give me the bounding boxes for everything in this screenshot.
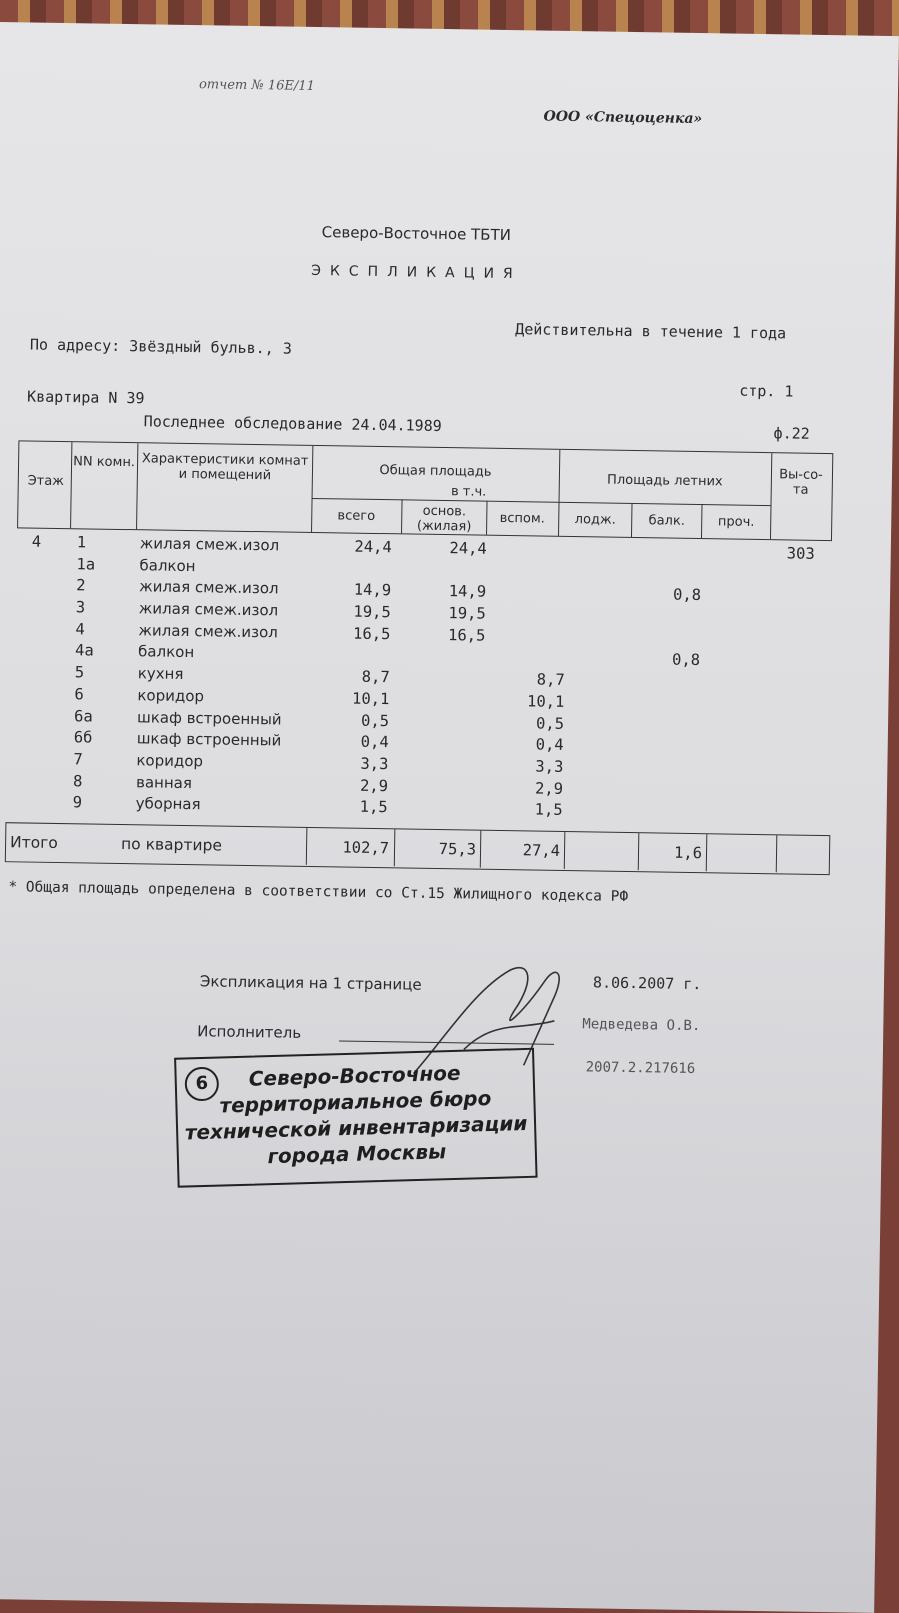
totals-label: Итого (9, 833, 58, 853)
cell-area-aux: 3,3 (535, 757, 564, 776)
totals-all: 102,7 (342, 838, 390, 858)
performer-name: Медведева О.В. (582, 1016, 701, 1035)
document-code: 2007.2.217616 (585, 1059, 696, 1078)
document-sheet (0, 22, 899, 1613)
table-header (17, 440, 833, 541)
cell-room-name: балкон (139, 555, 196, 575)
cell-balcony (660, 673, 700, 674)
validity-note: Действительна в течение 1 года (515, 320, 787, 343)
cell-balcony (658, 803, 698, 804)
stamp-line-1: Северо-Восточное (248, 1060, 461, 1091)
cell-area-aux: 10,1 (526, 692, 565, 711)
cell-balcony (660, 694, 700, 695)
header-all: всего (337, 508, 376, 524)
cell-room-number: 8 (72, 771, 83, 790)
cell-area-main: 19,5 (448, 604, 486, 623)
cell-room-name: коридор (137, 686, 205, 706)
cell-balcony (659, 716, 699, 717)
cell-area-aux (496, 583, 566, 584)
totals-row (5, 822, 831, 875)
issue-date: 8.06.2007 г. (592, 973, 702, 994)
page-number: стр. 1 (739, 381, 794, 401)
organization-name: ООО «Спецоценка» (543, 108, 703, 128)
cell-room-number: 9 (72, 793, 83, 812)
table-body (18, 532, 822, 826)
cell-area-main (409, 734, 484, 735)
header-floor: Этаж (27, 473, 65, 490)
header-balcony: балк. (648, 513, 685, 529)
header-summer-area: Площадь летних (606, 472, 723, 490)
cell-balcony: 0,8 (671, 651, 701, 670)
flat-number: Квартира N 39 (26, 387, 145, 408)
cell-room-name: шкаф встроенный (136, 707, 282, 729)
cell-area-aux: 0,4 (535, 735, 564, 755)
stamp-line-2: территориальное бюро (219, 1085, 492, 1118)
totals-scope: по квартире (120, 835, 223, 855)
cell-balcony (661, 608, 701, 609)
report-number: отчет № 16Е/11 (198, 77, 315, 94)
stamp-number: 6 (184, 1067, 219, 1102)
cell-area-aux (497, 562, 567, 563)
cell-area-main: 24,4 (449, 539, 487, 558)
cell-room-number: 4 (75, 620, 85, 639)
cell-area-total: 16,5 (352, 624, 391, 643)
cell-area-main (410, 690, 485, 691)
cell-room-name: ванная (135, 772, 193, 792)
cell-area-total: 2,9 (359, 776, 389, 795)
cell-area-total: 19,5 (353, 602, 391, 622)
bti-name: Северо-Восточное ТБТИ (321, 223, 512, 245)
header-characteristics: Характеристики комнат и помещений (141, 451, 309, 484)
cell-floor: 4 (31, 532, 42, 551)
header-loggia: лодж. (574, 512, 616, 528)
cell-area-total: 14,9 (353, 581, 392, 600)
cell-room-name: шкаф встроенный (136, 729, 282, 750)
cell-room-name: жилая смеж.изол (138, 621, 278, 642)
cell-area-aux: 1,5 (534, 800, 563, 820)
page-count-note: Экспликация на 1 странице (199, 972, 422, 994)
cell-balcony (661, 629, 701, 630)
document-title: ЭКСПЛИКАЦИЯ (311, 262, 522, 283)
address-line: По адресу: Звёздный бульв., 3 (29, 335, 292, 358)
totals-main: 75,3 (438, 839, 477, 859)
cell-area-aux (495, 648, 565, 649)
cell-room-name: уборная (135, 794, 201, 814)
cell-balcony (659, 759, 699, 760)
cell-area-main (410, 669, 485, 670)
cell-area-aux: 8,7 (536, 670, 565, 690)
cell-area-total: 24,4 (354, 537, 392, 557)
cell-area-main (408, 799, 483, 800)
cell-area-total: 3,3 (360, 754, 389, 774)
cell-area-total (322, 559, 392, 560)
cell-room-number: 7 (73, 750, 83, 769)
cell-room-number: 6б (73, 728, 93, 747)
cell-area-aux (497, 540, 567, 541)
cell-room-number: 6а (73, 706, 93, 726)
form-code: ф.22 (773, 424, 810, 443)
cell-area-aux (496, 627, 566, 628)
bti-stamp (174, 1048, 537, 1188)
cell-area-total: 0,4 (360, 732, 389, 752)
cell-room-number: 1а (76, 554, 96, 574)
cell-room-number: 3 (75, 598, 86, 617)
cell-balcony: 0,8 (672, 586, 702, 605)
cell-room-name: жилая смеж.изол (138, 599, 279, 620)
cell-area-total: 0,5 (360, 711, 390, 730)
cell-room-name: кухня (137, 664, 184, 684)
cell-balcony (659, 738, 699, 739)
performer-label: Исполнитель (197, 1022, 302, 1042)
cell-area-total: 8,7 (361, 667, 390, 687)
cell-room-name: жилая смеж.изол (139, 577, 279, 598)
cell-area-total: 1,5 (359, 797, 388, 817)
cell-room-name: жилая смеж.изол (139, 534, 280, 555)
stamp-line-4: города Москвы (267, 1139, 447, 1169)
cell-room-number: 1 (76, 533, 87, 552)
cell-room-number: 5 (74, 663, 85, 682)
cell-room-number: 2 (76, 576, 86, 595)
cell-balcony (662, 564, 702, 565)
cell-area-aux: 2,9 (534, 779, 564, 798)
cell-height: 303 (786, 544, 815, 563)
cell-room-number: 6 (74, 685, 84, 704)
header-including: в т.ч. (450, 484, 487, 500)
cell-room-number: 4а (74, 641, 94, 660)
cell-area-main (409, 712, 484, 713)
cell-balcony (658, 781, 698, 782)
last-survey: Последнее обследование 24.04.1989 (143, 412, 442, 435)
footnote: * Общая площадь определена в соответствии со Ст.15 Жилищного кодекса РФ (8, 879, 629, 905)
cell-balcony (662, 542, 702, 543)
cell-area-main: 16,5 (447, 625, 486, 645)
cell-area-aux (496, 605, 566, 606)
header-aux: вспом. (499, 510, 545, 527)
header-total-area: Общая площадь (379, 463, 492, 480)
cell-area-main: 14,9 (448, 582, 487, 602)
totals-aux: 27,4 (522, 841, 561, 860)
totals-balcony: 1,6 (673, 843, 703, 863)
cell-room-name: коридор (136, 751, 204, 771)
cell-area-total (320, 646, 390, 647)
cell-area-main (409, 755, 484, 756)
stamp-line-3: технической инвентаризации (184, 1110, 528, 1145)
cell-area-main (408, 777, 483, 778)
cell-area-main (412, 560, 487, 561)
header-other: проч. (717, 514, 755, 530)
cell-room-name: балкон (137, 642, 195, 662)
cell-area-aux: 0,5 (535, 714, 565, 733)
header-room-number: NN комн. (73, 454, 136, 471)
cell-area-main (410, 647, 485, 648)
header-height: Вы-со-та (779, 467, 823, 498)
header-main: основ. (жилая) (416, 503, 472, 535)
cell-area-total: 10,1 (351, 689, 390, 709)
